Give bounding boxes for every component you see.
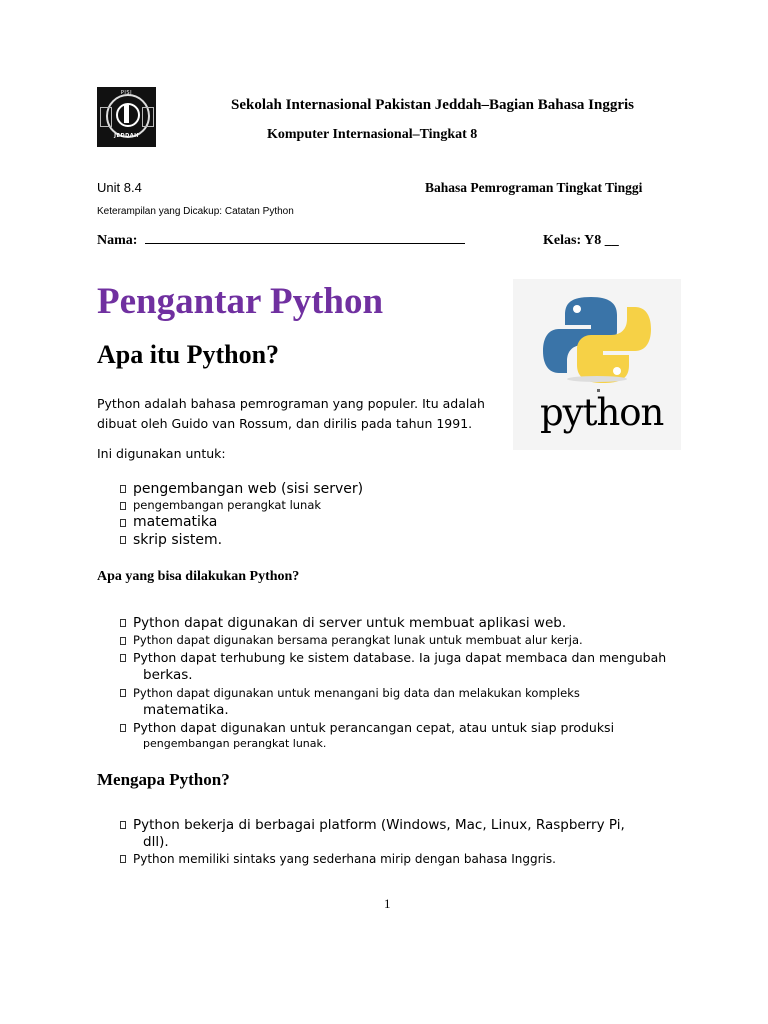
checkbox-bullet-icon xyxy=(120,502,126,510)
page-number: 1 xyxy=(384,896,391,911)
list-item: Python dapat terhubung ke sistem database. Ia juga dapat membaca dan mengubah xyxy=(120,649,690,667)
checkbox-bullet-icon xyxy=(120,519,126,527)
name-blank xyxy=(145,243,465,244)
uses-intro: Ini digunakan untuk: xyxy=(97,446,226,461)
list-item: Python bekerja di berbagai platform (Windows, Mac, Linux, Raspberry Pi, xyxy=(120,816,690,834)
list-item: Python dapat digunakan bersama perangkat lunak untuk membuat alur kerja. xyxy=(120,632,690,649)
python-logo-word: python xyxy=(540,391,664,434)
list-item: skrip sistem. xyxy=(120,532,363,548)
checkbox-bullet-icon xyxy=(120,637,126,645)
logo-text-mid: JEDDAH xyxy=(114,133,139,139)
checkbox-bullet-icon xyxy=(120,724,126,732)
section-heading-what-is-python: Apa itu Python? xyxy=(97,340,280,369)
list-item: Python dapat digunakan untuk menangani big data dan melakukan kompleks xyxy=(120,685,690,701)
python-snakes-icon xyxy=(513,279,681,389)
class-label[interactable]: Kelas: Y8 __ xyxy=(543,233,619,248)
list-item: pengembangan web (sisi server) xyxy=(120,480,363,498)
logo-text-top: PISJ xyxy=(120,90,133,96)
school-name: Sekolah Internasional Pakistan Jeddah–Bagian Bahasa Inggris xyxy=(231,97,635,113)
unit-label: Unit 8.4 xyxy=(97,180,142,195)
intro-paragraph: Python adalah bahasa pemrograman yang populer. Itu adalah dibuat oleh Guido van Rossum, dan dirilis pada tahun 1991. xyxy=(97,396,485,431)
list-item-continuation: pengembangan perangkat lunak. xyxy=(143,737,327,750)
course-name: Komputer Internasional–Tingkat 8 xyxy=(267,127,478,142)
list-item: matematika xyxy=(120,513,363,532)
list-item-continuation: matematika. xyxy=(143,702,229,718)
why-python-list xyxy=(120,816,690,868)
uses-list xyxy=(120,480,363,548)
list-item: Python dapat digunakan untuk perancangan cepat, atau untuk siap produksi xyxy=(120,719,690,737)
page-title: Pengantar Python xyxy=(97,281,384,322)
section-heading-what-can-python-do: Apa yang bisa dilakukan Python? xyxy=(97,569,300,584)
checkbox-bullet-icon xyxy=(120,689,126,697)
checkbox-bullet-icon xyxy=(120,855,126,863)
checkbox-bullet-icon xyxy=(120,536,126,544)
list-item-continuation: berkas. xyxy=(143,667,193,683)
capabilities-list xyxy=(120,614,690,751)
list-item: Python memiliki sintaks yang sederhana mirip dengan bahasa Inggris. xyxy=(120,850,690,868)
name-field[interactable] xyxy=(97,233,465,249)
skills-covered: Keterampilan yang Dicakup: Catatan Python xyxy=(97,206,294,217)
list-item-continuation: dll). xyxy=(143,834,169,850)
python-logo-image xyxy=(513,279,681,450)
checkbox-bullet-icon xyxy=(120,821,126,829)
school-logo xyxy=(97,87,156,147)
checkbox-bullet-icon xyxy=(120,485,126,493)
name-label: Nama: xyxy=(97,233,138,248)
unit-title: Bahasa Pemrograman Tingkat Tinggi xyxy=(425,180,643,195)
section-heading-why-python: Mengapa Python? xyxy=(97,770,230,789)
list-item: pengembangan perangkat lunak xyxy=(120,498,363,513)
list-item: Python dapat digunakan di server untuk membuat aplikasi web. xyxy=(120,614,690,632)
checkbox-bullet-icon xyxy=(120,619,126,627)
checkbox-bullet-icon xyxy=(120,654,126,662)
